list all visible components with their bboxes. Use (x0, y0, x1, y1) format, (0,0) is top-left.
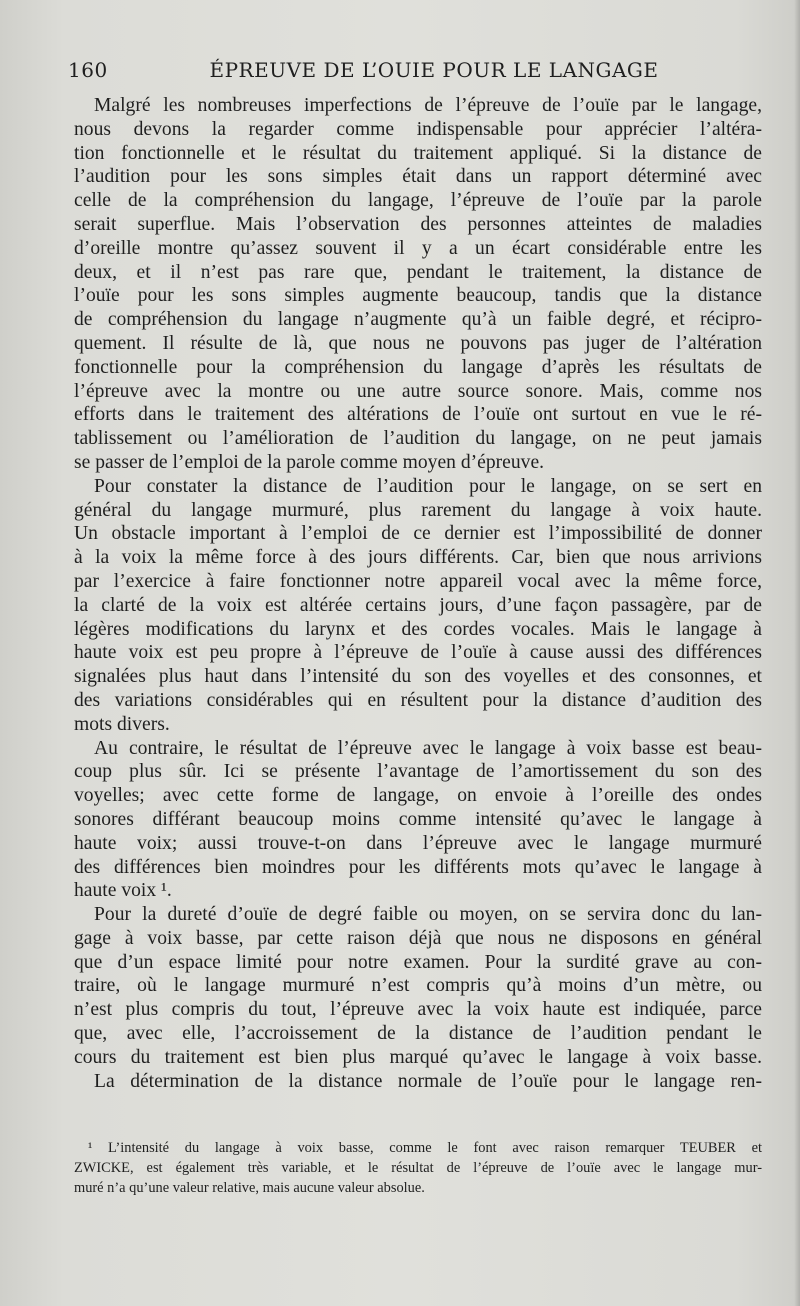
text-line: gage à voix basse, par cette raison déjà que nous ne disposons en général (74, 927, 762, 949)
text-line: des différences bien moindres pour les différents mots qu’avec le langage à (74, 856, 762, 878)
text-line: n’est plus compris du tout, l’épreuve avec la voix haute est indiquée, parce (74, 999, 762, 1021)
text-line: haute voix est peu propre à l’épreuve de l’ouïe à cause aussi des différences (74, 642, 762, 664)
text-line: mots divers. (74, 713, 170, 735)
footnotes (74, 1138, 762, 1198)
text-line: voyelles; avec cette forme de langage, on envoie à l’oreille des ondes (74, 785, 762, 807)
text-line: l’ouïe pour les sons simples augmente beaucoup, tandis que la distance (74, 285, 762, 307)
text-line: celle de la compréhension du langage, l’épreuve de l’ouïe par la parole (74, 190, 762, 212)
text-line: efforts dans le traitement des altérations de l’ouïe ont surtout en vue le ré- (74, 404, 762, 426)
text-line: signalées plus haut dans l’intensité du son des voyelles et des consonnes, et (74, 666, 762, 688)
text-line: coup plus sûr. Ici se présente l’avantage de l’amortissement du son des (74, 761, 762, 783)
text-line: Pour constater la distance de l’audition pour le langage, on se sert en (94, 475, 762, 497)
text-line: serait superflue. Mais l’observation des personnes atteintes de maladies (74, 213, 762, 235)
text-line: tion fonctionnelle et le résultat du traitement appliqué. Si la distance de (74, 142, 762, 164)
text-line: haute voix; aussi trouve-t-on dans l’épreuve avec le langage murmuré (74, 832, 762, 854)
page-edge (794, 0, 800, 1306)
page-header (68, 58, 760, 84)
text-line: traire, où le langage murmuré n’est compris qu’à moins d’un mètre, ou (74, 975, 762, 997)
text-line: fonctionnelle pour la compréhension du langage d’après les résultats de (74, 356, 762, 378)
text-line: nous devons la regarder comme indispensable pour apprécier l’altéra- (74, 118, 762, 140)
text-line: de compréhension du langage n’augmente qu’à un faible degré, et récipro- (74, 309, 762, 331)
text-line: d’oreille montre qu’assez souvent il y a un écart considérable entre les (74, 237, 762, 259)
text-line: cours du traitement est bien plus marqué qu’avec le langage à voix basse. (74, 1046, 762, 1068)
text-line: sonores différant beaucoup moins comme intensité qu’avec le langage à (74, 808, 762, 830)
text-line: l’épreuve avec la montre ou une autre source sonore. Mais, comme nos (74, 380, 762, 402)
text-line: haute voix ¹. (74, 880, 172, 902)
text-line: se passer de l’emploi de la parole comme moyen d’épreuve. (74, 451, 545, 473)
text-line: que d’un espace limité pour notre examen. Pour la surdité grave au con- (74, 951, 762, 973)
text-line: quement. Il résulte de là, que nous ne pouvons pas juger de l’altération (74, 332, 762, 354)
page-number: 160 (68, 58, 108, 82)
body-text (74, 94, 762, 1093)
text-line: des variations considérables qui en résultent pour la distance d’audition des (74, 689, 762, 711)
text-line: la clarté de la voix est altérée certains jours, d’une façon passagère, par de (74, 594, 762, 616)
running-title: ÉPREUVE DE L’OUIE POUR LE LANGAGE (209, 58, 659, 82)
text-line: l’audition pour les sons simples était dans un rapport déterminé avec (74, 166, 762, 188)
text-line: que, avec elle, l’accroissement de la distance de l’audition pendant le (74, 1023, 762, 1045)
footnote-line: ¹ L’intensité du langage à voix basse, comme le font avec raison remarquer TEUBER et (88, 1140, 762, 1156)
text-line: général du langage murmuré, plus rarement du langage à voix haute. (74, 499, 762, 521)
footnote-line: ZWICKE, est également très variable, et le résultat de l’épreuve de l’ouïe avec le langage mur- (74, 1160, 762, 1176)
text-line: Pour la dureté d’ouïe de degré faible ou moyen, on se servira donc du lan- (94, 904, 762, 926)
text-line: par l’exercice à faire fonctionner notre appareil vocal avec la même force, (74, 570, 762, 592)
text-line: tablissement ou l’amélioration de l’audition du langage, on ne peut jamais (74, 428, 762, 450)
text-line: Malgré les nombreuses imperfections de l’épreuve de l’ouïe par le langage, (94, 95, 762, 116)
text-line: deux, et il n’est pas rare que, pendant le traitement, la distance de (74, 261, 762, 283)
text-line: Au contraire, le résultat de l’épreuve avec le langage à voix basse est beau- (94, 737, 762, 759)
footnote-line: muré n’a qu’une valeur relative, mais aucune valeur absolue. (74, 1180, 425, 1196)
text-line: Un obstacle important à l’emploi de ce dernier est l’impossibilité de donner (74, 523, 762, 545)
text-line: à la voix la même force à des jours différents. Car, bien que nous arrivions (74, 547, 762, 569)
text-line: La détermination de la distance normale de l’ouïe pour le langage ren- (94, 1070, 762, 1092)
text-line: légères modifications du larynx et des cordes vocales. Mais le langage à (74, 618, 762, 640)
